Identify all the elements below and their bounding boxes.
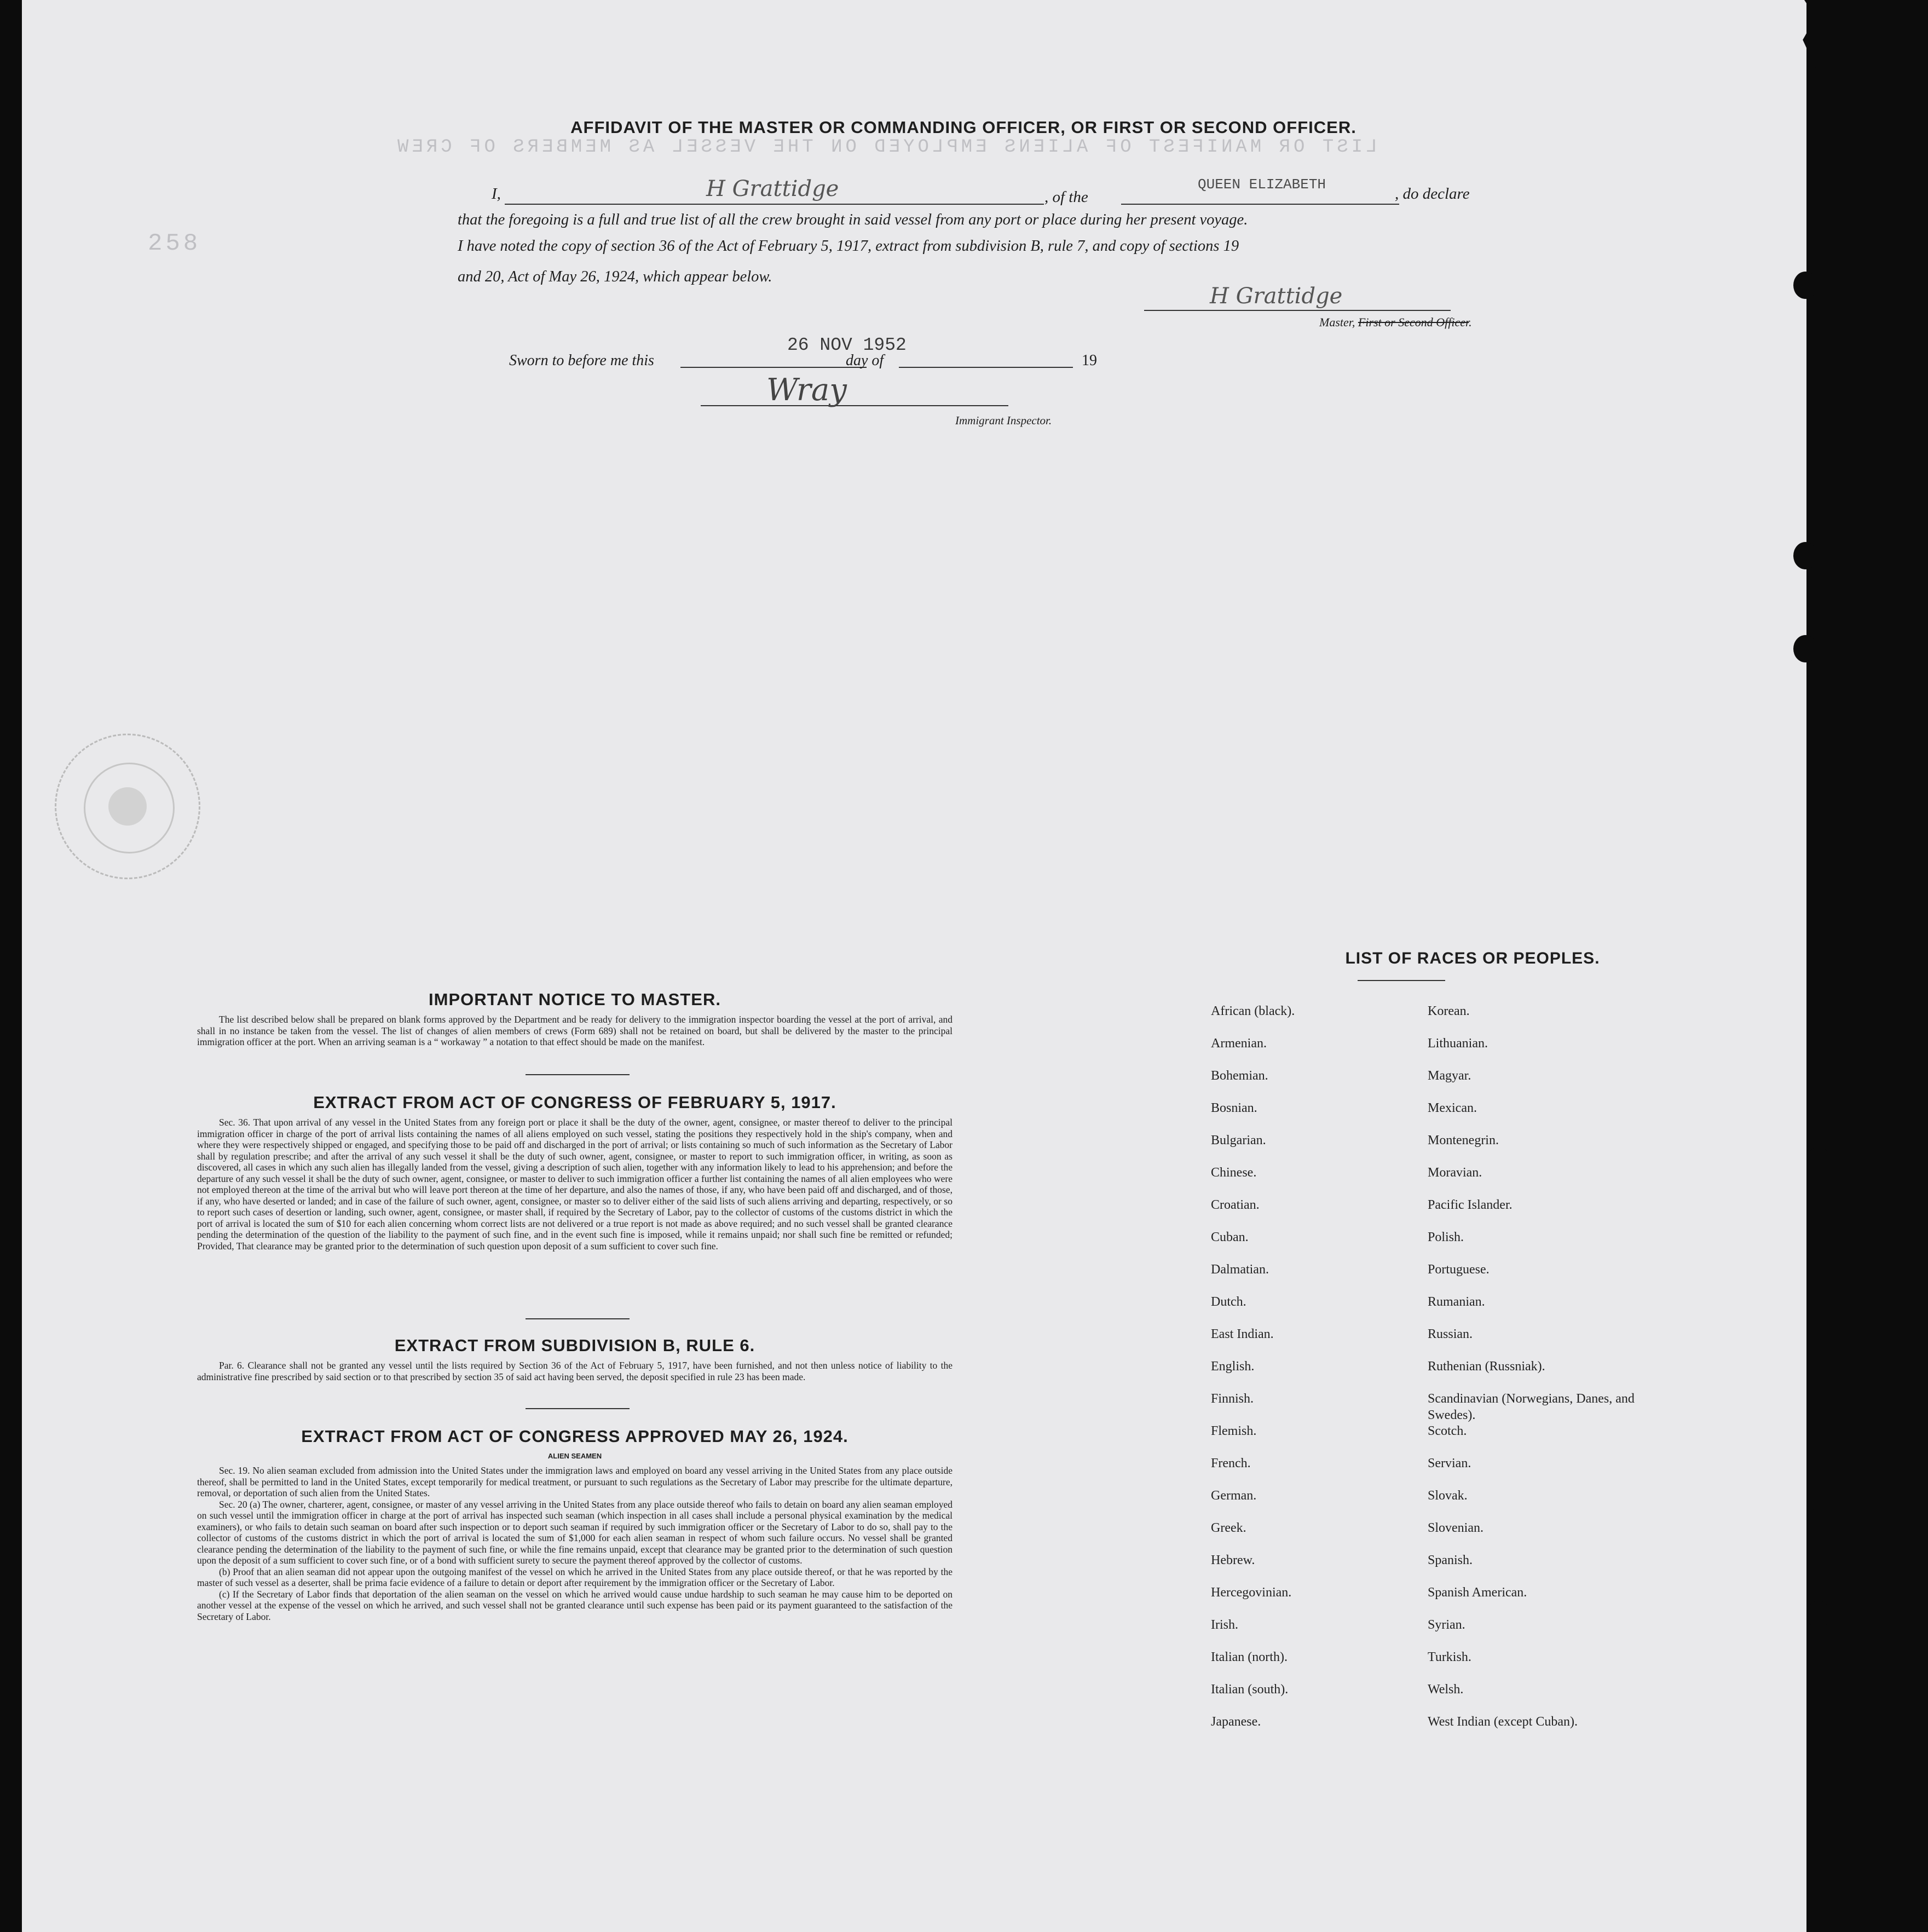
notice-text: The list described below shall be prepared on blank forms approved by the Department and be ready for delivery to the immigration inspector boarding the vessel at the port of arrival, and shall in no instance be taken from the vessel. The list of changes of alien members of crews (Form 689) shall not be retained on board, but shall be delivered by the master to the principal immigration officer at the port. When an arriving seaman is a “ workaway ” a notation to that effect should be made on the manifest. — [197, 1014, 953, 1047]
inspector-signature-line — [701, 405, 1008, 406]
race-item: West Indian (except Cuban). — [1428, 1715, 1578, 1729]
master-signature: H Grattidge — [1210, 284, 1343, 309]
race-item: Bulgarian. — [1211, 1133, 1266, 1147]
subdivision-title: EXTRACT FROM SUBDIVISION B, RULE 6. — [394, 1336, 755, 1355]
extract-1917-text: Sec. 36. That upon arrival of any vessel in the United States from any foreign port or place it shall be the duty of the owner, agent, consignee, or master thereof to deliver to the principal immigration officer in charge of the port of arrival lists containing the names of all aliens employed on such vessel, stating the positions they respectively hold in the ship's company, when and where they were respectively shipped or engaged, and specifying those to be paid off and discharged in the port of arrival; or lists containing so much of such information as the Secretary of Labor shall by regulation prescribe; and after the arrival of any such vessel it shall be the duty of such owner, agent, consignee, or master to report to such immigration officer, in writing, as soon as discovered, all cases in which any such alien has illegally landed from the vessel, giving a description of such alien, together with any information likely to lead to his apprehension; and before the departure of any such vessel it shall be the duty of such owner, agent, consignee, or master to deliver to such immigration officer a further list containing the names of all alien employees who were not employed thereon at the time of the arrival but who will leave port thereon at the time of her departure, and also the names of those, if any, who have been paid off and discharged, and of those, if any, who have deserted or landed; and in case of the failure of such owner, agent, consignee, or master so to deliver either of the said lists of such aliens arriving and departing, respectively, or so to report such cases of desertion or landing, such owner, agent, consignee, or master shall, if required by the Secretary of Labor, pay to the collector of customs of the customs district in which the port of arrival is located the sum of $10 for each alien concerning whom correct lists are not delivered or a true report is not made as above required; and no such vessel shall be granted clearance pending the determination of the question of the liability to the payment of such fine, and in the event such fine is imposed, while it remains unpaid; nor shall such fine be remitted or refunded; Provided, That clearance may be granted prior to the determination of such question upon deposit of a sum sufficient to cover such fine. — [197, 1117, 953, 1252]
race-item: Spanish. — [1428, 1553, 1473, 1567]
race-item: Slovenian. — [1428, 1521, 1483, 1535]
affidavit-line-4: and 20, Act of May 26, 1924, which appear below. — [458, 268, 772, 285]
race-item: East Indian. — [1211, 1327, 1274, 1341]
extract-1924-body — [197, 1465, 953, 1622]
vessel-line — [1121, 204, 1399, 205]
master-label-text: Master, — [1319, 315, 1355, 329]
affidavit-line-3: I have noted the copy of section 36 of the Act of February 5, 1917, extract from subdivision B, rule 7, and copy of sections 19 — [458, 238, 1239, 255]
race-item: Scandinavian (Norwegians, Danes, and Swedes). — [1428, 1392, 1635, 1422]
races-column-1 — [1211, 1003, 1408, 1746]
of-the-label: , of the — [1044, 188, 1088, 206]
sworn-day-line — [680, 367, 867, 368]
races-column-2 — [1428, 1003, 1658, 1746]
race-item: Bosnian. — [1211, 1101, 1257, 1115]
do-declare-label: , do declare — [1395, 185, 1470, 203]
race-item: Ruthenian (Russniak). — [1428, 1359, 1545, 1374]
race-item: Dutch. — [1211, 1295, 1246, 1309]
race-item: African (black). — [1211, 1004, 1295, 1018]
races-title: LIST OF RACES OR PEOPLES. — [1345, 949, 1600, 967]
master-signature-line — [1144, 310, 1451, 311]
affidavit-i-label: I, — [492, 185, 501, 203]
punch-hole — [1793, 635, 1817, 662]
race-item: Pacific Islander. — [1428, 1198, 1513, 1212]
divider — [526, 1318, 630, 1319]
inspector-signature: Wray — [766, 372, 847, 408]
affidavit-line-2: that the foregoing is a full and true list of all the crew brought in said vessel from any port or place during her present voyage. — [458, 211, 1248, 228]
punch-hole — [1806, 1508, 1831, 1536]
race-item: Flemish. — [1211, 1424, 1257, 1438]
race-item: Magyar. — [1428, 1069, 1471, 1083]
struck-officer-label: First or Second Officer — [1358, 315, 1469, 329]
extract-1924-subtitle: ALIEN SEAMEN — [547, 1452, 602, 1460]
punch-hole — [1793, 542, 1817, 569]
punch-hole — [1793, 272, 1817, 299]
sec-20b-text: (b) Proof that an alien seaman did not appear upon the outgoing manifest of the vessel on which he arrived in the United States from any place outside thereof, or that he was reported by the master of such vessel as a deserter, shall be prima facie evidence of a failure to detain or deport after requirement by the immigration officer or the Secretary of Labor. — [197, 1566, 953, 1588]
divider — [526, 1074, 630, 1075]
race-item: Hercegovinian. — [1211, 1585, 1292, 1600]
bleed-through-header: LIST OR MANIFEST OF ALIENS EMPLOYED ON THE VESSEL AS MEMBERS OF CREW — [394, 137, 1377, 158]
race-item: Armenian. — [1211, 1036, 1267, 1051]
signer-handwriting: H Grattidge — [706, 176, 839, 201]
sworn-month-line — [899, 367, 1073, 368]
race-item: French. — [1211, 1456, 1251, 1470]
year-prefix: 19 — [1082, 352, 1097, 369]
punch-hole — [1806, 1601, 1831, 1628]
race-item: Chinese. — [1211, 1166, 1257, 1180]
race-item: Cuban. — [1211, 1230, 1249, 1244]
race-item: Lithuanian. — [1428, 1036, 1488, 1051]
race-item: Bohemian. — [1211, 1069, 1268, 1083]
race-item: Moravian. — [1428, 1166, 1482, 1180]
inspector-label: Immigrant Inspector. — [955, 414, 1052, 427]
divider — [1358, 980, 1445, 981]
extract-1924-title: EXTRACT FROM ACT OF CONGRESS APPROVED MAY 26, 1924. — [301, 1427, 848, 1446]
sec-20c-text: (c) If the Secretary of Labor finds that deportation of the alien seaman on the vessel on which he arrived would cause undue hardship to such seaman he may cause him to be deported on another vessel at the expense of the vessel on which he arrived, and such vessel shall not be granted clearance until such expense has been paid or its payment guaranteed to the satisfaction of the Secretary of Labor. — [197, 1588, 953, 1622]
race-item: Korean. — [1428, 1004, 1470, 1018]
race-item: Portuguese. — [1428, 1262, 1490, 1277]
race-item: Polish. — [1428, 1230, 1464, 1244]
bleed-through-number: 258 — [148, 230, 201, 257]
affidavit-title: AFFIDAVIT OF THE MASTER OR COMMANDING OFFICER, OR FIRST OR SECOND OFFICER. — [570, 118, 1356, 137]
punch-hole — [1806, 1147, 1831, 1174]
sworn-label: Sworn to before me this — [509, 352, 654, 369]
race-item: Slovak. — [1428, 1489, 1468, 1503]
race-item: Hebrew. — [1211, 1553, 1255, 1567]
race-item: Finnish. — [1211, 1392, 1254, 1406]
race-item: Irish. — [1211, 1618, 1238, 1632]
race-item: English. — [1211, 1359, 1255, 1374]
signer-line — [505, 204, 1044, 205]
race-item: Montenegrin. — [1428, 1133, 1499, 1147]
race-item: German. — [1211, 1489, 1257, 1503]
race-item: Japanese. — [1211, 1715, 1261, 1729]
day-of-label: day of — [846, 352, 884, 369]
punch-hole — [1806, 1238, 1831, 1266]
race-item: Greek. — [1211, 1521, 1246, 1535]
race-item: Scotch. — [1428, 1424, 1467, 1438]
extract-1917-title: EXTRACT FROM ACT OF CONGRESS OF FEBRUARY 5, 1917. — [313, 1093, 836, 1112]
official-seal — [55, 734, 200, 879]
subdivision-text: Par. 6. Clearance shall not be granted any vessel until the lists required by Section 36 of the Act of February 5, 1917, have been furnished, and not then unless notice of liability to the administrative fine prescribed by said section or to that prescribed by section 35 of said act having been served, the deposit specified in rule 23 has been made. — [197, 1360, 953, 1382]
race-item: Russian. — [1428, 1327, 1473, 1341]
sec-20a-text: Sec. 20 (a) The owner, charterer, agent, consignee, or master of any vessel arriving in the United States from any place outside thereof who fails to detain on board any alien seaman employed on such vessel until the immigration officer in charge at the port of arrival has inspected such seaman (which inspection in all cases shall include a personal physical examination by the medical examiners), or who fails to detain such seaman on board after such inspection or to deport such seaman if required by such immigration officer or the Secretary of Labor to do so, shall pay to the collector of customs of the customs district in which the port of arrival is located the sum of $1,000 for each alien seaman in respect of whom such failure occurs. No vessel shall be granted clearance pending the determination of the liability to the payment of such fine, or while the fine remains unpaid, except that clearance may be granted prior to the determination of such question upon the deposit of a sum sufficient to cover such fine, or of a bond with sufficient surety to secure the payment thereof approved by the collector of customs. — [197, 1498, 953, 1566]
race-item: Spanish American. — [1428, 1585, 1527, 1600]
race-item: Turkish. — [1428, 1650, 1471, 1664]
race-item: Croatian. — [1211, 1198, 1260, 1212]
master-label: Master, First or Second Officer. — [1319, 315, 1472, 329]
date-stamp: 26 NOV 1952 — [787, 335, 907, 355]
race-item: Rumanian. — [1428, 1295, 1485, 1309]
divider — [526, 1408, 630, 1409]
race-item: Dalmatian. — [1211, 1262, 1269, 1277]
race-item: Syrian. — [1428, 1618, 1465, 1632]
vessel-name: QUEEN ELIZABETH — [1198, 176, 1326, 193]
race-item: Mexican. — [1428, 1101, 1477, 1115]
notice-title: IMPORTANT NOTICE TO MASTER. — [429, 990, 721, 1009]
race-item: Servian. — [1428, 1456, 1471, 1470]
sec-19-text: Sec. 19. No alien seaman excluded from admission into the United States under the immigration laws and employed on board any vessel arriving in the United States from any place outside thereof, shall be permitted to land in the United States, except temporarily for medical treatment, or pursuant to such regulations as the Secretary of Labor may prescribe for the ultimate departure, removal, or deportation of such alien from the United States. — [197, 1465, 953, 1498]
race-item: Welsh. — [1428, 1682, 1464, 1697]
race-item: Italian (north). — [1211, 1650, 1288, 1664]
race-item: Italian (south). — [1211, 1682, 1289, 1697]
